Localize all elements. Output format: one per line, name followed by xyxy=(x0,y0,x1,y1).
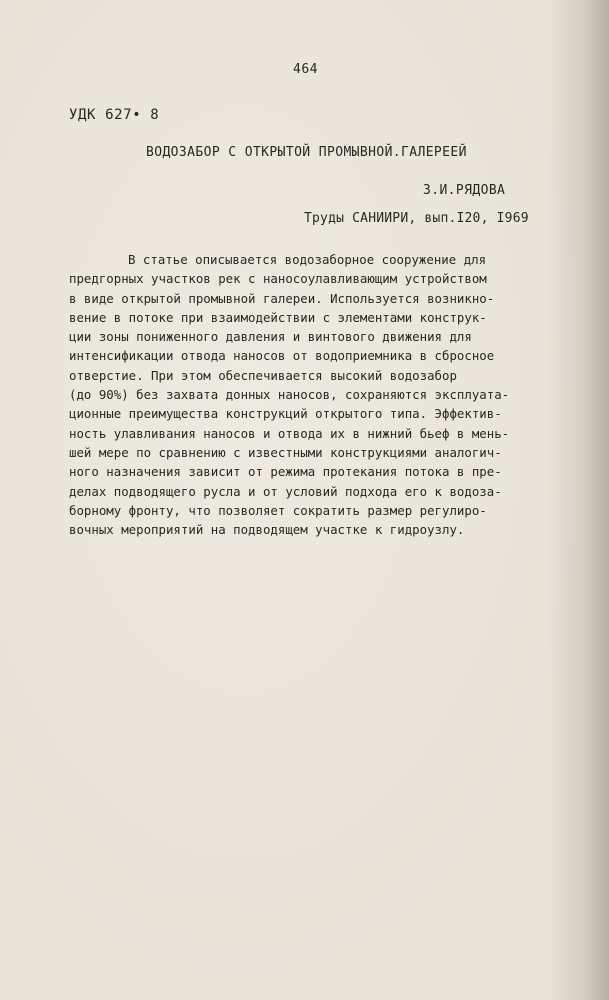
abstract-line: шей мере по сравнению с известными конструкциями аналогич- xyxy=(69,444,502,460)
page-number: 464 xyxy=(293,62,318,77)
abstract-line: предгорных участков рек с наносоулавливающим устройством xyxy=(69,271,487,287)
abstract-line: в виде открытой промывной галереи. Используется возникно- xyxy=(69,290,495,306)
abstract-line: ного назначения зависит от режима протекания потока в пре- xyxy=(69,464,502,480)
abstract-line: (до 90%) без захвата донных наносов, сохраняются эксплуата- xyxy=(69,387,510,403)
abstract-line: вение в потоке при взаимодействии с элементами конструк- xyxy=(69,309,487,325)
abstract-line: ционные преимущества конструкций открытого типа. Эффектив- xyxy=(69,406,502,422)
abstract-line: ции зоны пониженного давления и винтового движения для xyxy=(69,329,472,345)
article-title: ВОДОЗАБОР С ОТКРЫТОЙ ПРОМЫВНОЙ.ГАЛЕРЕЕЙ xyxy=(146,145,467,160)
abstract-line: делах подводящего русла и от условий подхода его к водоза- xyxy=(69,483,502,499)
abstract-line: вочных мероприятий на подводящем участке к гидроузлу. xyxy=(69,522,465,538)
abstract-line: борному фронту, что позволяет сократить размер регулиро- xyxy=(69,502,487,518)
abstract-line: интенсификации отвода наносов от водоприемника в сбросное xyxy=(69,348,495,364)
abstract-line: В статье описывается водозаборное сооружение для xyxy=(128,252,487,267)
abstract-text xyxy=(69,250,569,539)
publication-source: Труды САНИИРИ, вып.I20, I969 xyxy=(304,211,529,226)
author-name: З.И.РЯДОВА xyxy=(423,183,506,198)
abstract-line: ность улавливания наносов и отвода их в нижний бьеф в мень- xyxy=(69,425,510,441)
abstract-line: отверстие. При этом обеспечивается высокий водозабор xyxy=(69,367,457,383)
udk-code: УДК 627• 8 xyxy=(69,107,160,123)
